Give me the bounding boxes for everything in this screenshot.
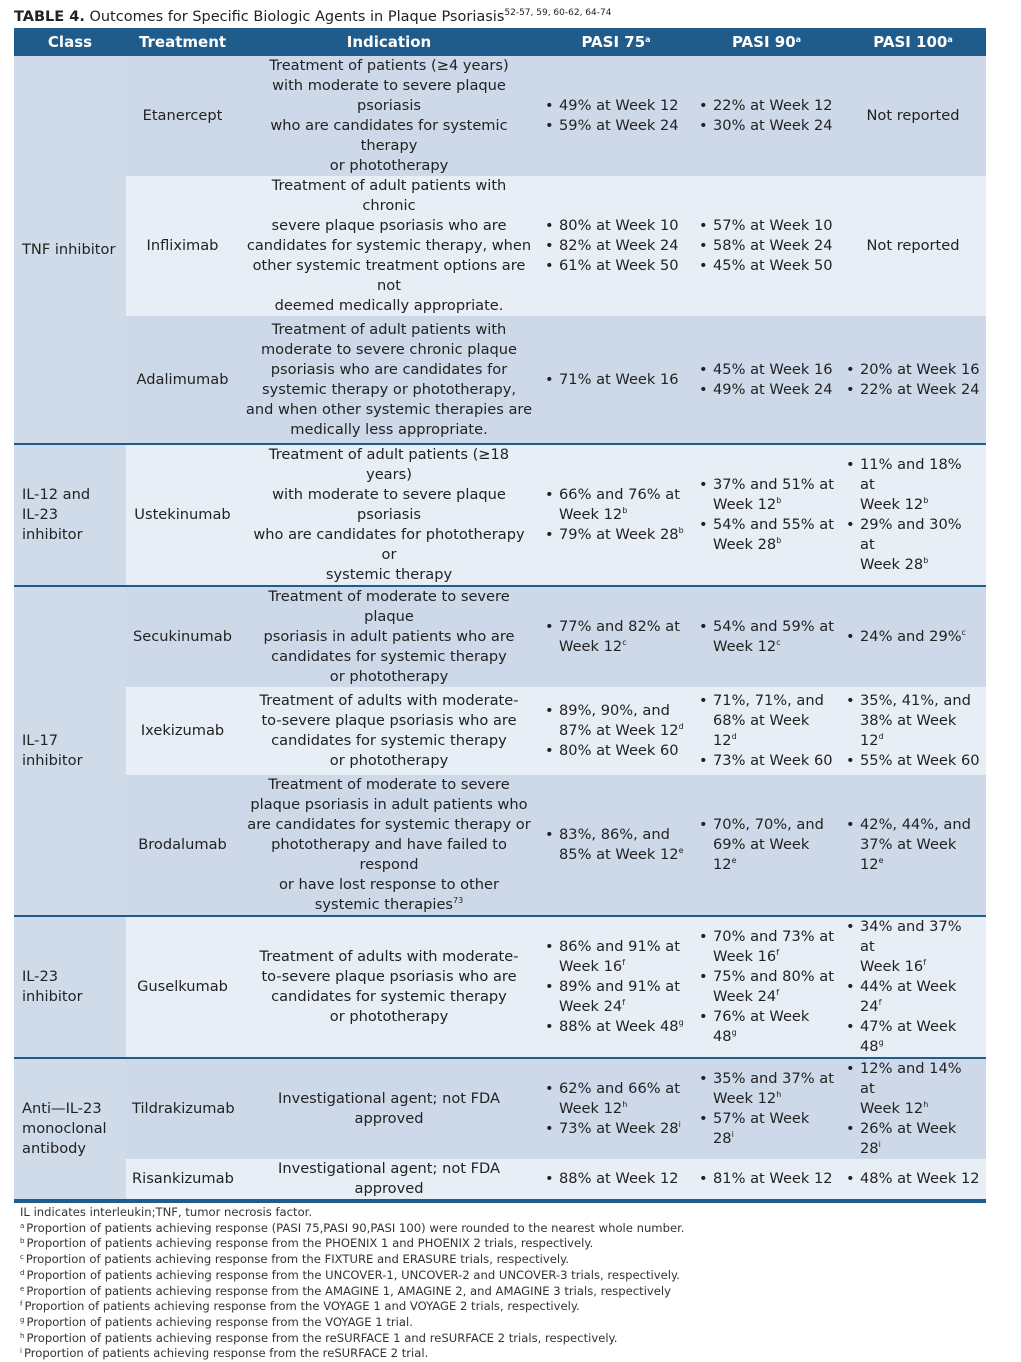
pasi100-cell: • 34% and 37% at Week 16$^f$ • 44% at Week 24$^f$ • 47% at Week 48$^g$ xyxy=(840,916,986,1058)
treatment-cell: Ixekizumab xyxy=(126,687,239,775)
header-indication: Indication xyxy=(239,28,539,56)
pasi100-cell: • 11% and 18% at Week 12$^b$ • 29% and 30% at Week 28$^b$ xyxy=(840,444,986,586)
table-caption xyxy=(14,6,986,28)
table-row xyxy=(14,56,986,176)
table-row xyxy=(14,1058,986,1159)
treatment-cell: Secukinumab xyxy=(126,586,239,687)
table-label: TABLE 4. xyxy=(14,9,85,25)
footnote: $^e$ Proportion of patients achieving response from the AMAGINE 1, AMAGINE 2, and AMAGINE 3 trials, respectively xyxy=(20,1283,671,1298)
table-container xyxy=(14,6,986,1362)
footnote: $^f$ Proportion of patients achieving response from the VOYAGE 1 and VOYAGE 2 trials, respectively. xyxy=(20,1299,580,1314)
indication-cell: Investigational agent; not FDA approved xyxy=(239,1159,539,1199)
pasi90-cell: • 35% and 37% at Week 12$^h$ • 57% at Week 28$^i$ xyxy=(693,1058,840,1159)
pasi100-cell: • 48% at Week 12 xyxy=(840,1159,986,1199)
indication-cell: Treatment of moderate to severe plaque psoriasis in adult patients who are candidates for systemic therapy or phototherapy xyxy=(239,586,539,687)
class-cell: IL-17 inhibitor xyxy=(14,586,126,916)
pasi100-cell: • 35%, 41%, and 38% at Week 12$^d$ • 55% at Week 60 xyxy=(840,687,986,775)
pasi75-cell: • 88% at Week 12 xyxy=(539,1159,693,1199)
indication-cell: Treatment of adults with moderate- to-severe plaque psoriasis who are candidates for systemic therapy or phototherapy xyxy=(239,687,539,775)
header-class: Class xyxy=(14,28,126,56)
header-pasi100: PASI 100$^a$ xyxy=(840,28,986,56)
table-title: Outcomes for Specific Biologic Agents in Plaque Psoriasis xyxy=(89,9,505,25)
table-row xyxy=(14,1159,986,1199)
treatment-cell: Risankizumab xyxy=(126,1159,239,1199)
pasi75-cell: • 62% and 66% at Week 12$^h$ • 73% at Week 28$^i$ xyxy=(539,1058,693,1159)
indication-cell: Treatment of adults with moderate- to-severe plaque psoriasis who are candidates for systemic therapy or phototherapy xyxy=(239,916,539,1058)
treatment-cell: Tildrakizumab xyxy=(126,1058,239,1159)
header-row xyxy=(14,28,986,56)
pasi75-cell: • 49% at Week 12 • 59% at Week 24 xyxy=(539,56,693,176)
indication-cell: Treatment of adult patients with moderate to severe chronic plaque psoriasis who are candidates for systemic therapy or phototherapy, and when other systemic therapies are medically less appropriate. xyxy=(239,316,539,444)
header-pasi75: PASI 75$^a$ xyxy=(539,28,693,56)
table-row xyxy=(14,687,986,775)
pasi90-cell: • 22% at Week 12 • 30% at Week 24 xyxy=(693,56,840,176)
class-cell: Anti—IL-23 monoclonal antibody xyxy=(14,1058,126,1199)
treatment-cell: Guselkumab xyxy=(126,916,239,1058)
pasi100-cell: Not reported xyxy=(840,176,986,316)
treatment-cell: Etanercept xyxy=(126,56,239,176)
table-row xyxy=(14,316,986,444)
pasi100-cell: • 24% and 29%$^c$ xyxy=(840,586,986,687)
pasi90-cell: • 37% and 51% at Week 12$^b$ • 54% and 55% at Week 28$^b$ xyxy=(693,444,840,586)
pasi90-cell: • 57% at Week 10 • 58% at Week 24 • 45% at Week 50 xyxy=(693,176,840,316)
indication-cell: Investigational agent; not FDA approved xyxy=(239,1058,539,1159)
pasi100-cell: • 20% at Week 16 • 22% at Week 24 xyxy=(840,316,986,444)
table-bottom-rule xyxy=(14,1199,986,1203)
indication-cell: Treatment of adult patients (≥18 years) with moderate to severe plaque psoriasis who are candidates for phototherapy or systemic therapy xyxy=(239,444,539,586)
pasi90-cell: • 54% and 59% at Week 12$^c$ xyxy=(693,586,840,687)
table-row xyxy=(14,586,986,687)
treatment-cell: Infliximab xyxy=(126,176,239,316)
header-pasi90: PASI 90$^a$ xyxy=(693,28,840,56)
pasi75-cell: • 83%, 86%, and 85% at Week 12e xyxy=(539,775,693,916)
caption-refs: 52-57, 59, 60-62, 64-74 xyxy=(504,8,612,18)
footnote: $^c$ Proportion of patients achieving response from the FIXTURE and ERASURE trials, respectively. xyxy=(20,1252,569,1267)
table-row xyxy=(14,444,986,586)
footnote: $^a$ Proportion of patients achieving response (PASI 75,PASI 90,PASI 100) were rounded to the nearest whole number. xyxy=(20,1220,685,1235)
pasi90-cell: • 71%, 71%, and 68% at Week 12$^d$ • 73% at Week 60 xyxy=(693,687,840,775)
pasi75-cell: • 71% at Week 16 xyxy=(539,316,693,444)
pasi75-cell: • 86% and 91% at Week 16$^f$ • 89% and 91% at Week 24$^f$ • 88% at Week 48$^g$ xyxy=(539,916,693,1058)
pasi90-cell: • 45% at Week 16 • 49% at Week 24 xyxy=(693,316,840,444)
pasi75-cell: • 80% at Week 10 • 82% at Week 24 • 61% at Week 50 xyxy=(539,176,693,316)
pasi75-cell: • 89%, 90%, and 87% at Week 12$^d$ • 80% at Week 60 xyxy=(539,687,693,775)
class-cell: TNF inhibitor xyxy=(14,56,126,444)
footnote: $^d$ Proportion of patients achieving response from the UNCOVER-1, UNCOVER-2 and UNCOVER-3 trials, respectively. xyxy=(20,1267,680,1282)
pasi100-cell: • 12% and 14% at Week 12$^h$ • 26% at Week 28$^i$ xyxy=(840,1058,986,1159)
outcomes-table xyxy=(14,28,986,1199)
class-cell: IL-12 and IL-23 inhibitor xyxy=(14,444,126,586)
treatment-cell: Ustekinumab xyxy=(126,444,239,586)
table-footnotes xyxy=(14,1205,986,1362)
class-cell: IL-23 inhibitor xyxy=(14,916,126,1058)
table-row xyxy=(14,775,986,916)
footnote: $^g$ Proportion of patients achieving response from the VOYAGE 1 trial. xyxy=(20,1314,413,1329)
pasi75-cell: • 77% and 82% at Week 12$^c$ xyxy=(539,586,693,687)
pasi90-cell: • 70% and 73% at Week 16$^f$ • 75% and 80% at Week 24$^f$ • 76% at Week 48$^g$ xyxy=(693,916,840,1058)
pasi100-cell: • 42%, 44%, and 37% at Week 12e xyxy=(840,775,986,916)
table-row xyxy=(14,176,986,316)
table-row xyxy=(14,916,986,1058)
footnote: $^h$ Proportion of patients achieving response from the reSURFACE 1 and reSURFACE 2 trials, respectively. xyxy=(20,1330,618,1345)
pasi100-cell: Not reported xyxy=(840,56,986,176)
pasi90-cell: • 70%, 70%, and 69% at Week 12e xyxy=(693,775,840,916)
pasi75-cell: • 66% and 76% at Week 12$^b$ • 79% at Week 28$^b$ xyxy=(539,444,693,586)
header-treatment: Treatment xyxy=(126,28,239,56)
footnote-abbreviations: IL indicates interleukin;TNF, tumor necrosis factor. xyxy=(20,1205,313,1219)
footnote: $^b$ Proportion of patients achieving response from the PHOENIX 1 and PHOENIX 2 trials, respectively. xyxy=(20,1236,594,1251)
treatment-cell: Adalimumab xyxy=(126,316,239,444)
footnote: $^i$ Proportion of patients achieving response from the reSURFACE 2 trial. xyxy=(20,1346,429,1361)
indication-cell: Treatment of moderate to severe plaque psoriasis in adult patients who are candidates for systemic therapy or phototherapy and have failed to respond or have lost response to other systemic therapies$^{73}$ xyxy=(239,775,539,916)
pasi90-cell: • 81% at Week 12 xyxy=(693,1159,840,1199)
indication-cell: Treatment of patients (≥4 years) with moderate to severe plaque psoriasis who are candidates for systemic therapy or phototherapy xyxy=(239,56,539,176)
indication-cell: Treatment of adult patients with chronic severe plaque psoriasis who are candidates for systemic therapy, when other systemic treatment options are not deemed medically appropriate. xyxy=(239,176,539,316)
treatment-cell: Brodalumab xyxy=(126,775,239,916)
